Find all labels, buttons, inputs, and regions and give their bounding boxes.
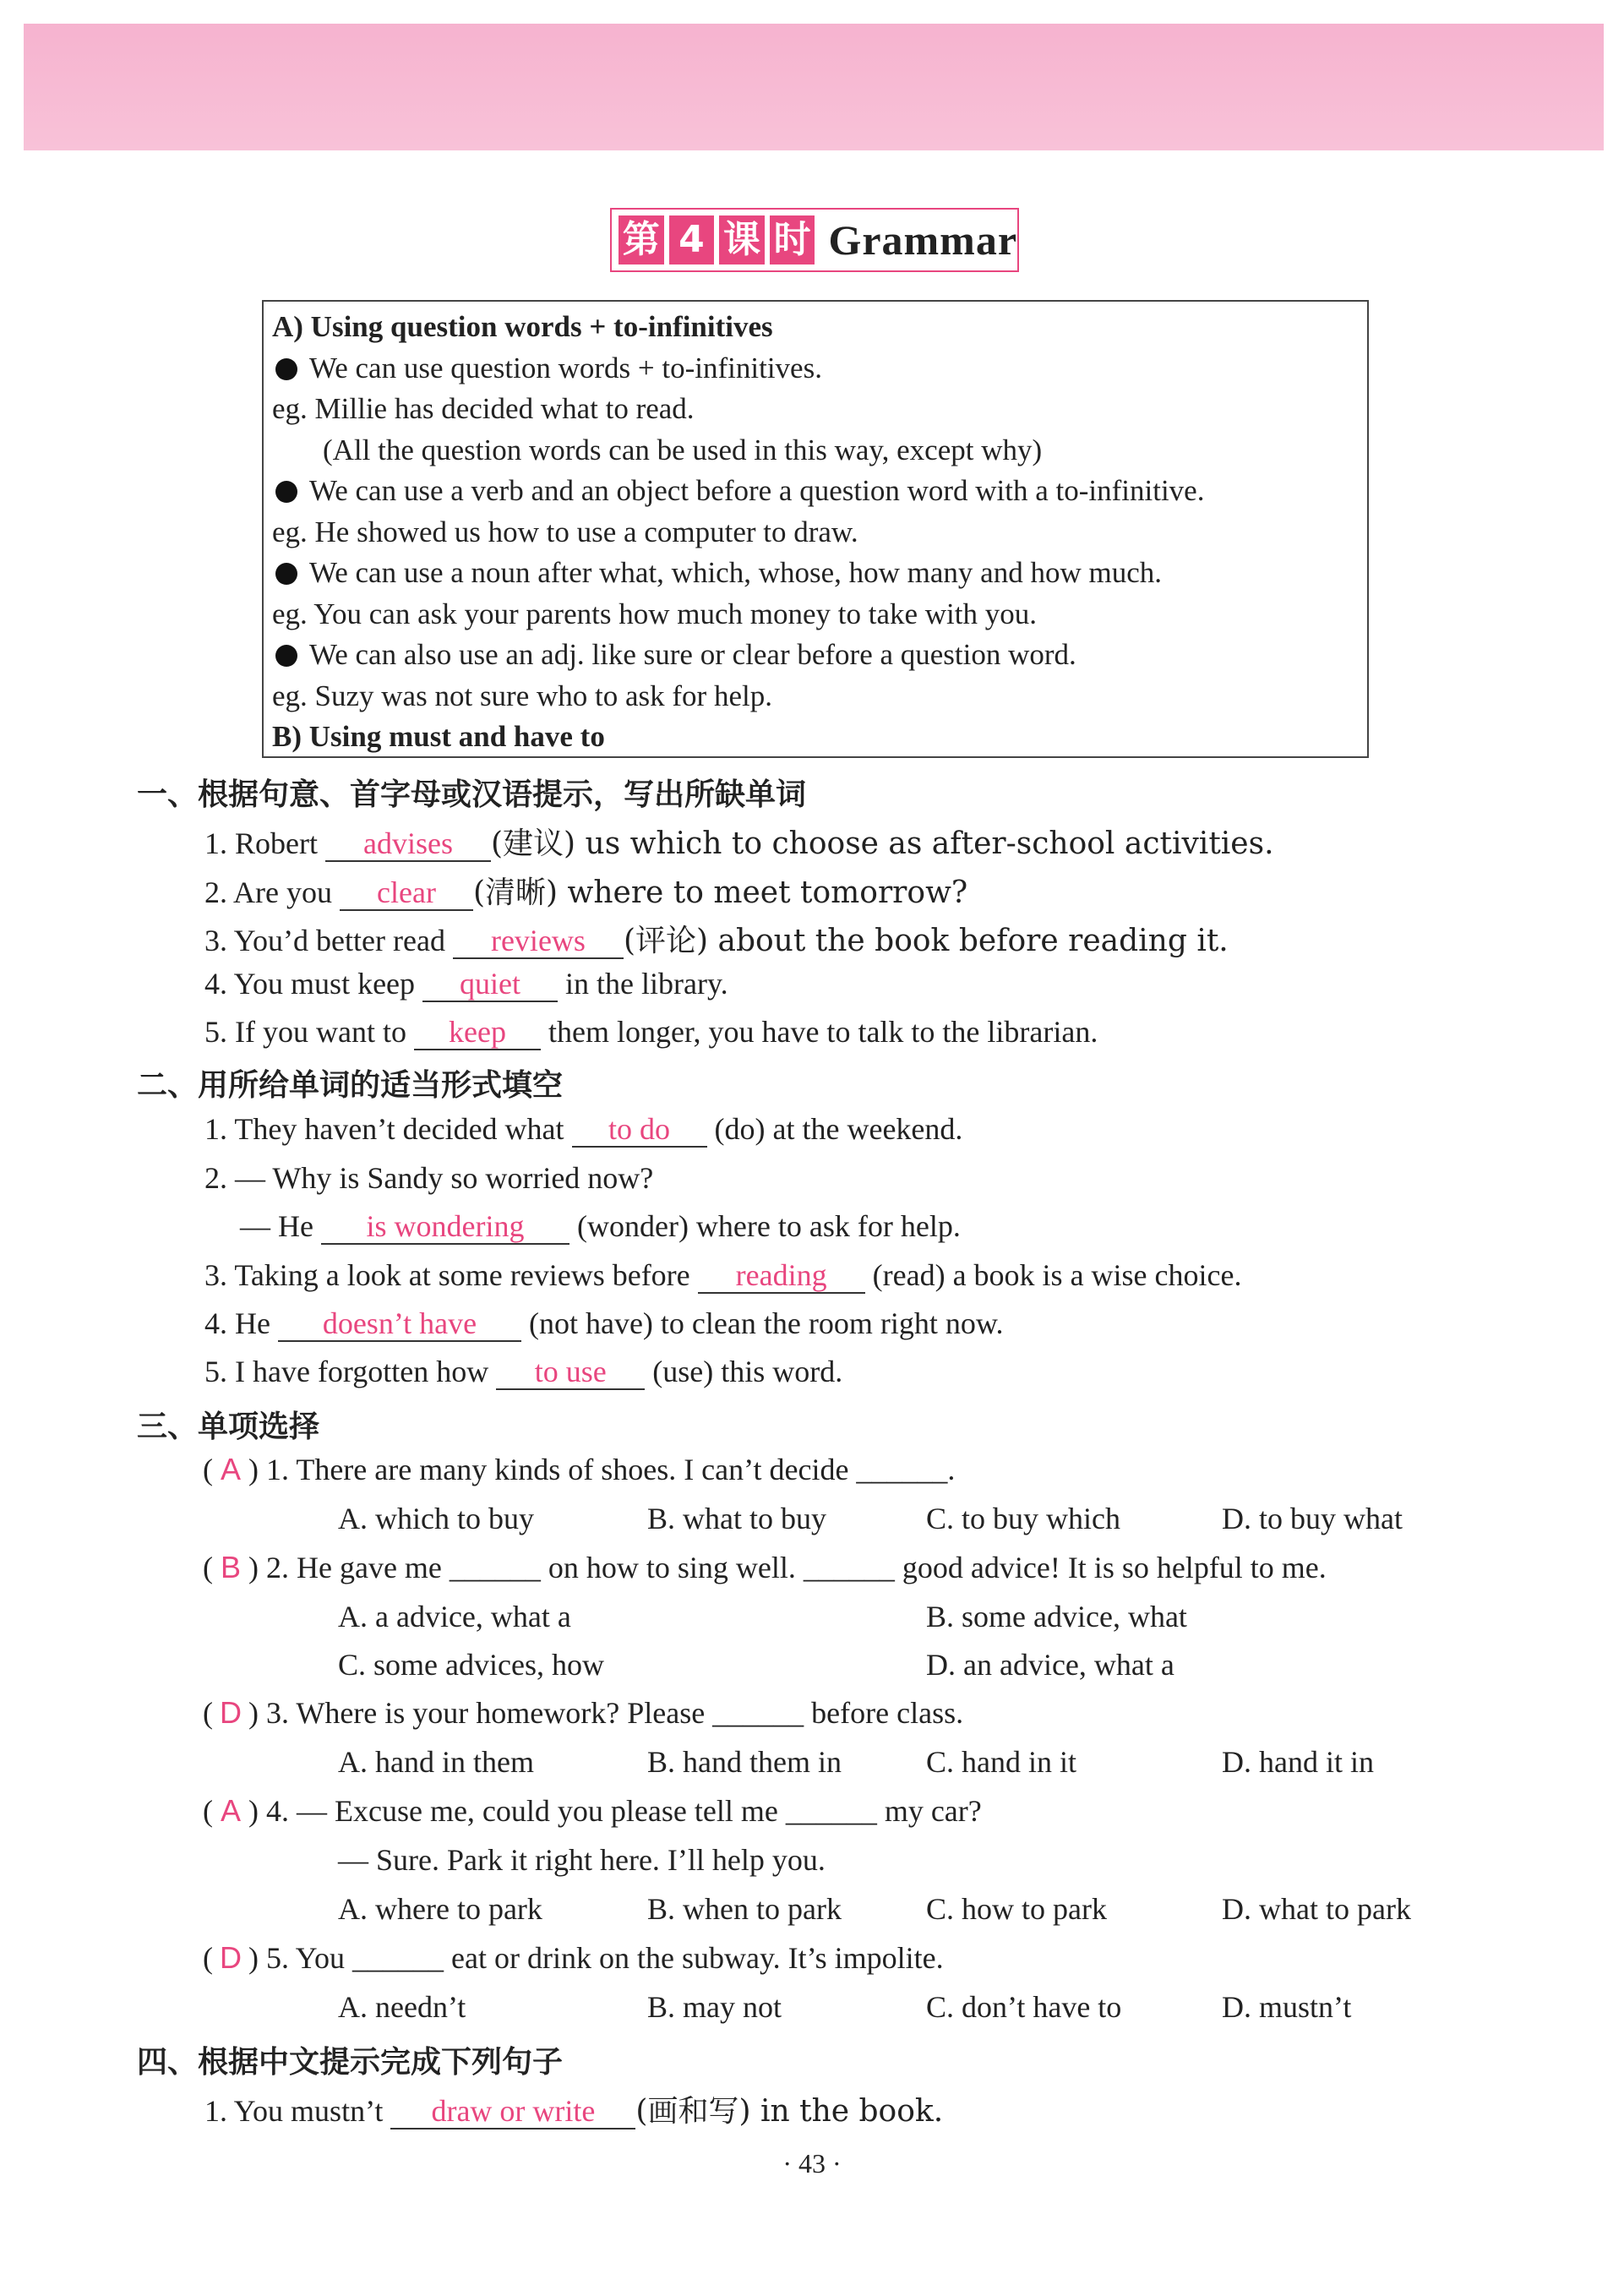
grammar-line: We can use a verb and an object before a question word with a to-infinitive.: [272, 471, 1359, 512]
answer-blank[interactable]: clear: [340, 877, 473, 911]
question: 1. They haven’t decided what to do (do) at the weekend.: [204, 1112, 963, 1146]
question: ( A ) 1. There are many kinds of shoes. I can’t decide ______.: [203, 1452, 956, 1486]
question: ( D ) 3. Where is your homework? Please ______ before class.: [203, 1695, 964, 1730]
grammar-line: eg. He showed us how to use a computer to draw.: [272, 515, 858, 548]
grammar-line: eg. Suzy was not sure who to ask for help.: [272, 679, 772, 712]
option-c[interactable]: C. hand in it: [926, 1745, 1076, 1779]
question: — He is wondering (wonder) where to ask for help.: [240, 1209, 961, 1243]
grammar-line: eg. Millie has decided what to read.: [272, 392, 695, 425]
section-2-heading: 二、用所给单词的适当形式填空: [137, 1068, 564, 1103]
choice-answer[interactable]: D: [220, 1695, 242, 1730]
question: 4. You must keep quiet in the library.: [204, 967, 728, 1001]
grammar-box: [262, 300, 1369, 758]
question: 1. You mustn’t draw or write (画和写) in the book.: [204, 2094, 944, 2129]
title-char: 4: [669, 215, 715, 264]
answer-blank[interactable]: is wondering: [321, 1211, 569, 1245]
option-d[interactable]: D. what to park: [1222, 1892, 1411, 1926]
question: 2. Are you clear (清晰) where to meet tomorrow?: [204, 875, 968, 910]
section-3-heading: 三、单项选择: [137, 1410, 320, 1444]
grammar-line: We can use question words + to-infinitives.: [272, 348, 1359, 390]
answer-blank[interactable]: draw or write: [390, 2096, 635, 2129]
choice-answer[interactable]: D: [220, 1940, 242, 1975]
question: 3. You’d better read reviews (评论) about the book before reading it.: [204, 924, 1229, 958]
question: ( A ) 4. — Excuse me, could you please tell me ______ my car?: [203, 1793, 982, 1828]
option-b[interactable]: B. may not: [647, 1990, 782, 2024]
option-a[interactable]: A. where to park: [338, 1892, 542, 1926]
question: 5. I have forgotten how to use (use) this word.: [204, 1355, 843, 1388]
option-b[interactable]: B. some advice, what: [926, 1600, 1187, 1633]
bullet-icon: [275, 563, 297, 585]
grammar-line: (All the question words can be used in this way, except why): [323, 433, 1043, 466]
bullet-icon: [275, 645, 297, 667]
question: ( B ) 2. He gave me ______ on how to sing well. ______ good advice! It is so helpful to me.: [203, 1550, 1327, 1584]
question: 5. If you want to keep them longer, you have to talk to the librarian.: [204, 1015, 1098, 1049]
title-char: 课: [719, 215, 765, 264]
option-d[interactable]: D. mustn’t: [1222, 1990, 1352, 2024]
grammar-line: We can use a noun after what, which, whose, how many and how much.: [272, 553, 1359, 594]
grammar-line: B) Using must and have to: [272, 720, 605, 753]
option-a[interactable]: A. hand in them: [338, 1745, 534, 1779]
option-c[interactable]: C. don’t have to: [926, 1990, 1122, 2024]
question: 1. Robert advises (建议) us which to choose as after-school activities.: [204, 826, 1274, 861]
answer-blank[interactable]: reviews: [453, 925, 624, 959]
question: 3. Taking a look at some reviews before reading (read) a book is a wise choice.: [204, 1258, 1242, 1292]
title-text: Grammar: [828, 216, 1018, 264]
lesson-title: [610, 208, 1019, 272]
answer-blank[interactable]: to do: [572, 1114, 707, 1148]
answer-blank[interactable]: keep: [414, 1017, 541, 1050]
question: 2. — Why is Sandy so worried now?: [204, 1161, 654, 1195]
question-reply: — Sure. Park it right here. I’ll help you.: [338, 1843, 826, 1877]
title-char: 第: [619, 215, 664, 264]
title-char: 时: [770, 215, 815, 264]
question: ( D ) 5. You ______ eat or drink on the subway. It’s impolite.: [203, 1940, 944, 1975]
option-b[interactable]: B. hand them in: [647, 1745, 842, 1779]
grammar-line: We can also use an adj. like sure or clear before a question word.: [272, 635, 1359, 676]
option-c[interactable]: C. to buy which: [926, 1502, 1120, 1535]
option-a[interactable]: A. needn’t: [338, 1990, 466, 2024]
grammar-line: eg. You can ask your parents how much money to take with you.: [272, 597, 1037, 630]
option-c[interactable]: C. some advices, how: [338, 1648, 604, 1682]
option-d[interactable]: D. to buy what: [1222, 1502, 1403, 1535]
bullet-icon: [275, 481, 297, 503]
answer-blank[interactable]: quiet: [422, 968, 558, 1002]
option-b[interactable]: B. what to buy: [647, 1502, 826, 1535]
choice-answer[interactable]: B: [220, 1550, 241, 1584]
page-number: · 43 ·: [782, 2148, 842, 2179]
option-b[interactable]: B. when to park: [647, 1892, 842, 1926]
option-a[interactable]: A. a advice, what a: [338, 1600, 571, 1633]
answer-blank[interactable]: reading: [698, 1260, 865, 1294]
grammar-line: A) Using question words + to-infinitives: [272, 310, 773, 343]
choice-answer[interactable]: A: [220, 1452, 241, 1486]
option-d[interactable]: D. hand it in: [1222, 1745, 1374, 1779]
option-c[interactable]: C. how to park: [926, 1892, 1107, 1926]
bullet-icon: [275, 358, 297, 380]
answer-blank[interactable]: doesn’t have: [278, 1308, 521, 1342]
question: 4. He doesn’t have (not have) to clean the room right now.: [204, 1306, 1004, 1340]
option-d[interactable]: D. an advice, what a: [926, 1648, 1174, 1682]
answer-blank[interactable]: advises: [325, 828, 491, 862]
section-1-heading: 一、根据句意、首字母或汉语提示，写出所缺单词: [137, 777, 807, 812]
header-banner: [24, 24, 1604, 150]
section-4-heading: 四、根据中文提示完成下列句子: [137, 2045, 564, 2080]
option-a[interactable]: A. which to buy: [338, 1502, 534, 1535]
answer-blank[interactable]: to use: [496, 1356, 645, 1390]
choice-answer[interactable]: A: [220, 1793, 241, 1828]
